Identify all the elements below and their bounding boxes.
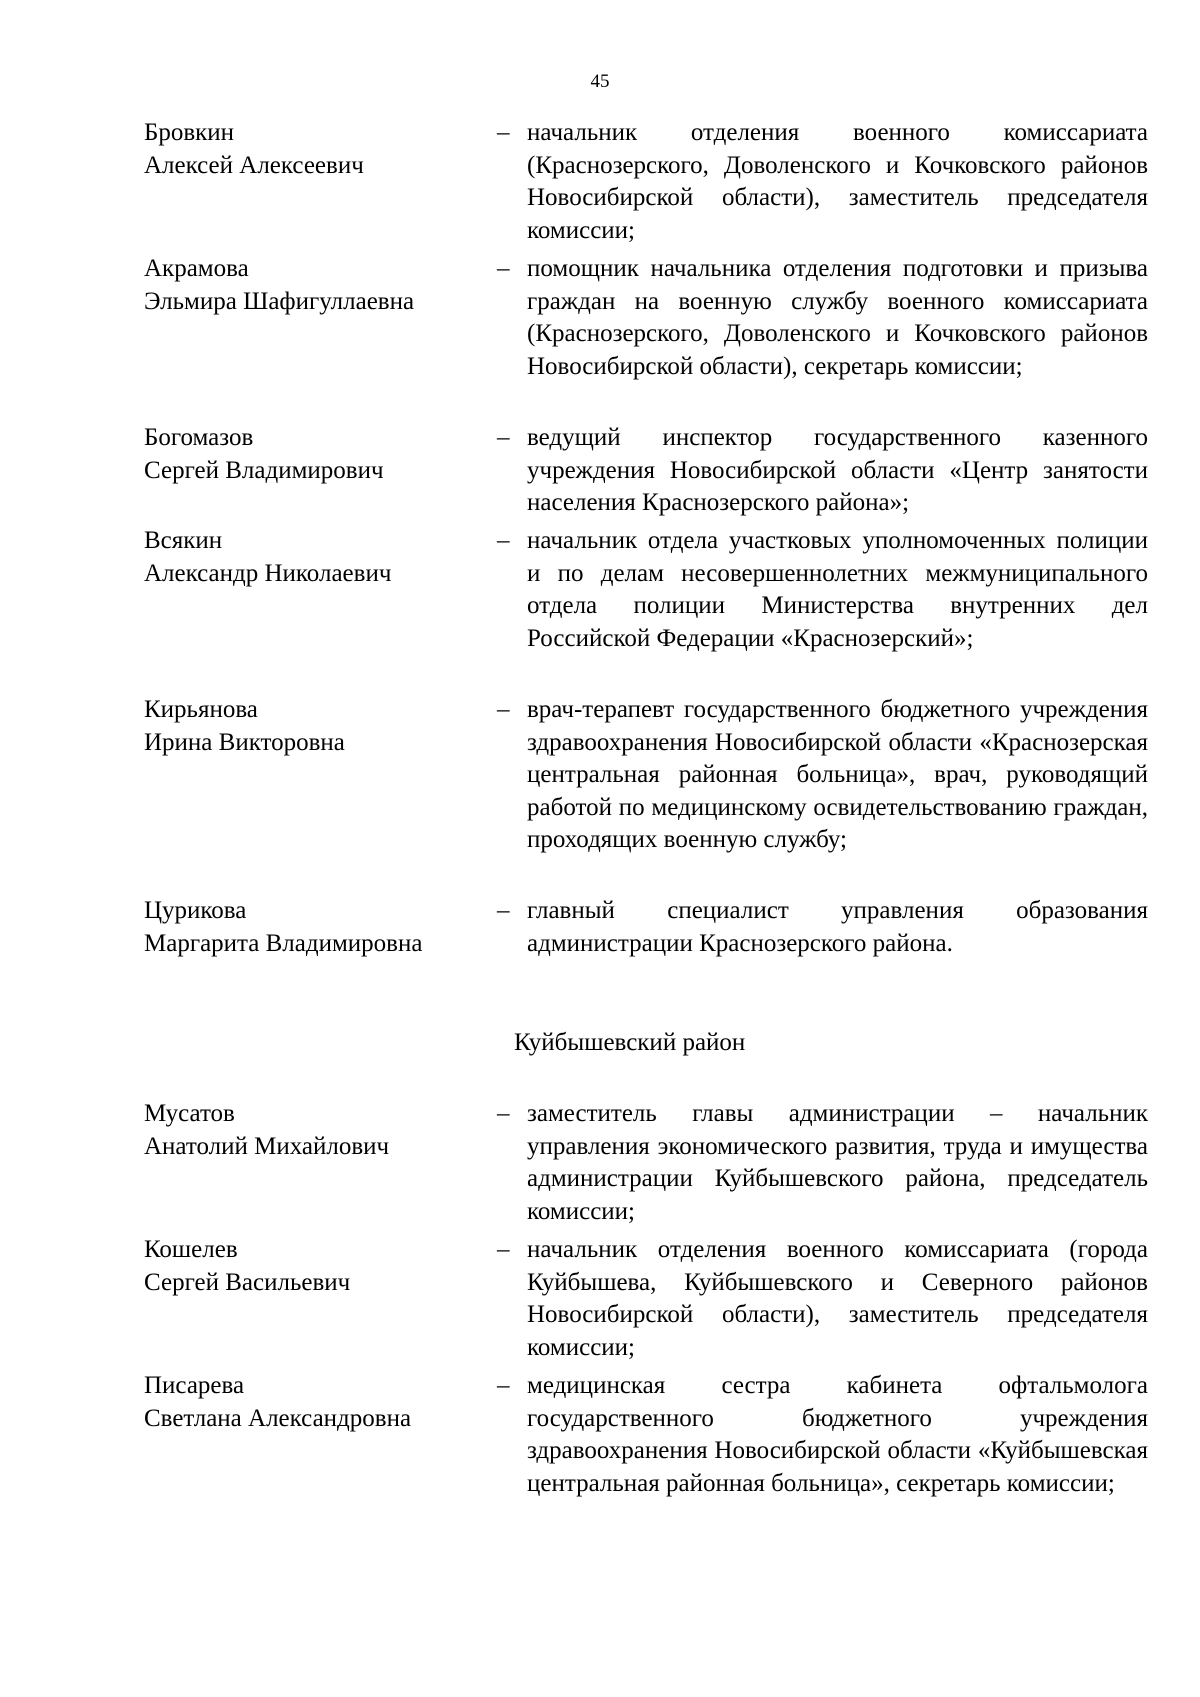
dash-separator: – [497, 696, 510, 723]
dash-separator: – [497, 1100, 510, 1127]
member-given-names: Ирина Викторовна [144, 728, 345, 756]
member-name [144, 525, 484, 590]
member-given-names: Алексей Алексеевич [144, 151, 364, 179]
page-number: 45 [590, 71, 610, 92]
dash-separator: – [497, 119, 510, 146]
member-role: начальник отдела участковых уполномоченных полиции и по делам несовершеннолетних межмуниципального отдела полиции Министерства внутренних дел Российской Федерации «Краснозерский»; [527, 527, 1148, 652]
member-surname: Богомазов [144, 424, 254, 451]
member-given-names: Сергей Васильевич [144, 1268, 351, 1296]
member-role: ведущий инспектор государственного казенного учреждения Новосибирской области «Центр занятости населения Краснозерского района»; [527, 424, 1148, 516]
member-surname: Писарева [144, 1372, 245, 1399]
member-name [144, 1234, 484, 1299]
member-role: начальник отделения военного комиссариата (Краснозерского, Доволенского и Кочковского районов Новосибирской области), заместитель председателя комиссии; [527, 119, 1148, 244]
section-heading: Куйбышевский район [514, 1029, 746, 1056]
member-given-names: Анатолий Михайлович [144, 1132, 390, 1160]
dash-separator: – [497, 897, 510, 924]
member-surname: Кошелев [144, 1236, 238, 1263]
member-role: медицинская сестра кабинета офтальмолога государственного бюджетного учреждения здравоохранения Новосибирской области «Куйбышевская центральная районная больница», секретарь комиссии; [527, 1372, 1148, 1497]
member-name [144, 422, 484, 487]
member-given-names: Сергей Владимирович [144, 456, 384, 484]
member-given-names: Эльмира Шафигуллаевна [144, 287, 415, 315]
dash-separator: – [497, 1372, 510, 1399]
member-name [144, 1370, 484, 1435]
member-given-names: Светлана Александровна [144, 1404, 412, 1432]
member-name [144, 1098, 484, 1163]
dash-separator: – [497, 527, 510, 554]
member-surname: Бровкин [144, 119, 235, 146]
member-given-names: Александр Николаевич [144, 559, 392, 587]
dash-separator: – [497, 255, 510, 282]
member-role: врач-терапевт государственного бюджетного учреждения здравоохранения Новосибирской области «Краснозерская центральная районная больница», врач, руководящий работой по медицинскому освидетельствованию граждан, проходящих военную службу; [527, 696, 1148, 853]
member-name [144, 895, 484, 960]
member-surname: Всякин [144, 527, 223, 554]
member-surname: Мусатов [144, 1100, 235, 1127]
member-surname: Акрамова [144, 255, 249, 282]
member-name [144, 694, 484, 759]
member-given-names: Маргарита Владимировна [144, 929, 423, 957]
member-role: помощник начальника отделения подготовки и призыва граждан на военную службу военного комиссариата (Краснозерского, Доволенского и Кочковского районов Новосибирской области), секретарь комиссии; [527, 255, 1148, 380]
member-name [144, 117, 484, 182]
member-role: начальник отделения военного комиссариата (города Куйбышева, Куйбышевского и Северного районов Новосибирской области), заместитель председателя комиссии; [527, 1236, 1148, 1361]
member-role: главный специалист управления образования администрации Краснозерского района. [527, 897, 1148, 957]
dash-separator: – [497, 424, 510, 451]
member-surname: Кирьянова [144, 696, 258, 723]
member-role: заместитель главы администрации – начальник управления экономического развития, труда и имущества администрации Куйбышевского района, председатель комиссии; [527, 1100, 1148, 1225]
member-surname: Цурикова [144, 897, 247, 924]
member-name [144, 253, 484, 318]
dash-separator: – [497, 1236, 510, 1263]
